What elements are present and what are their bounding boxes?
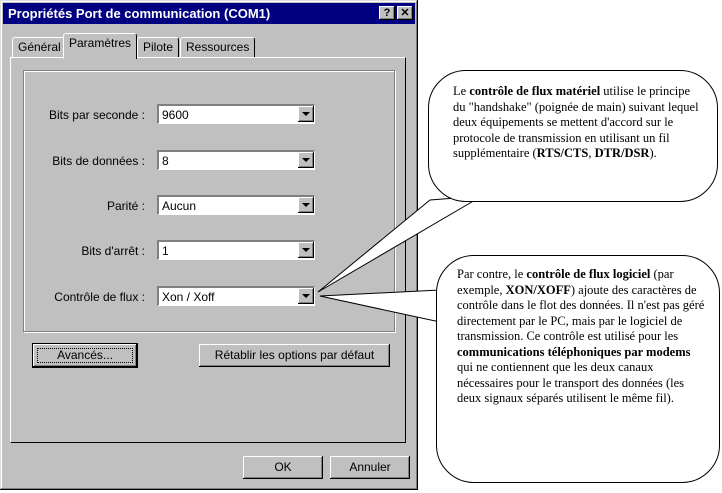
callout1-text: ). [649,146,657,160]
hardware-flow-callout [428,70,718,202]
callout1-text: utilise le principe du "handshake" (poignée de main) suivant lequel deux équipements se mettent d'accord sur le protocole de transmission en utilisant un fil supplémentaire ( [453,84,699,160]
callout1-bold-term: DTR/DSR [594,146,650,160]
tab-ressources[interactable]: Ressources [180,37,255,58]
bits-per-second-label: Bits par seconde : [48,108,145,122]
software-flow-callout [436,255,720,483]
callout2-bold-term: contrôle de flux logiciel [526,267,651,281]
flow-control-label: Contrôle de flux : [54,290,145,304]
callout1-text: , [588,146,595,160]
data-bits-value: 8 [162,154,169,168]
tab-pilote[interactable]: Pilote [137,37,179,58]
advanced-button[interactable]: Avancés... [33,344,137,367]
window-title: Propriétés Port de communication (COM1) [8,6,271,21]
callout2-text: (par exemple, [457,267,674,297]
callout1-text: Le [453,84,470,98]
tab-parametres[interactable]: Paramètres [63,33,137,59]
tab-general[interactable]: Général [12,37,67,58]
data-bits-label: Bits de données : [52,154,145,168]
cancel-button[interactable]: Annuler [330,456,410,479]
callout2-text: Par contre, le [457,267,527,281]
parity-label: Parité : [106,199,145,213]
callout1-bold-term: contrôle de flux matériel [469,84,601,98]
parity-value: Aucun [162,199,197,213]
callout-tail-bottom [320,290,440,322]
callout2-bold-term: communications téléphoniques par modems [457,344,691,359]
flow-control-value: Xon / Xoff [162,290,215,304]
restore-defaults-button[interactable]: Rétablir les options par défaut [199,344,390,367]
callout1-bold-term: RTS/CTS [536,146,589,160]
ok-button[interactable]: OK [243,456,323,479]
close-button[interactable]: ✕ [397,6,413,20]
stop-bits-value: 1 [162,244,169,258]
callout2-bold-term: XON/XOFF [505,282,571,297]
callout2-text: qui ne contiennent que les deux canaux nécessaires pour le transport des données (les deux signaux séparés utilisent le même fil). [457,360,685,405]
callout2-text: ) ajoute des caractères de contrôle dans le flot des données. Il n'est pas géré directement par le PC, mais par le logiciel de transmission. Ce contrôle est utilisé pour les [457,282,705,343]
bits-per-second-value: 9600 [162,108,189,122]
stop-bits-label: Bits d'arrêt : [81,244,145,258]
help-button[interactable]: ? [379,6,395,20]
